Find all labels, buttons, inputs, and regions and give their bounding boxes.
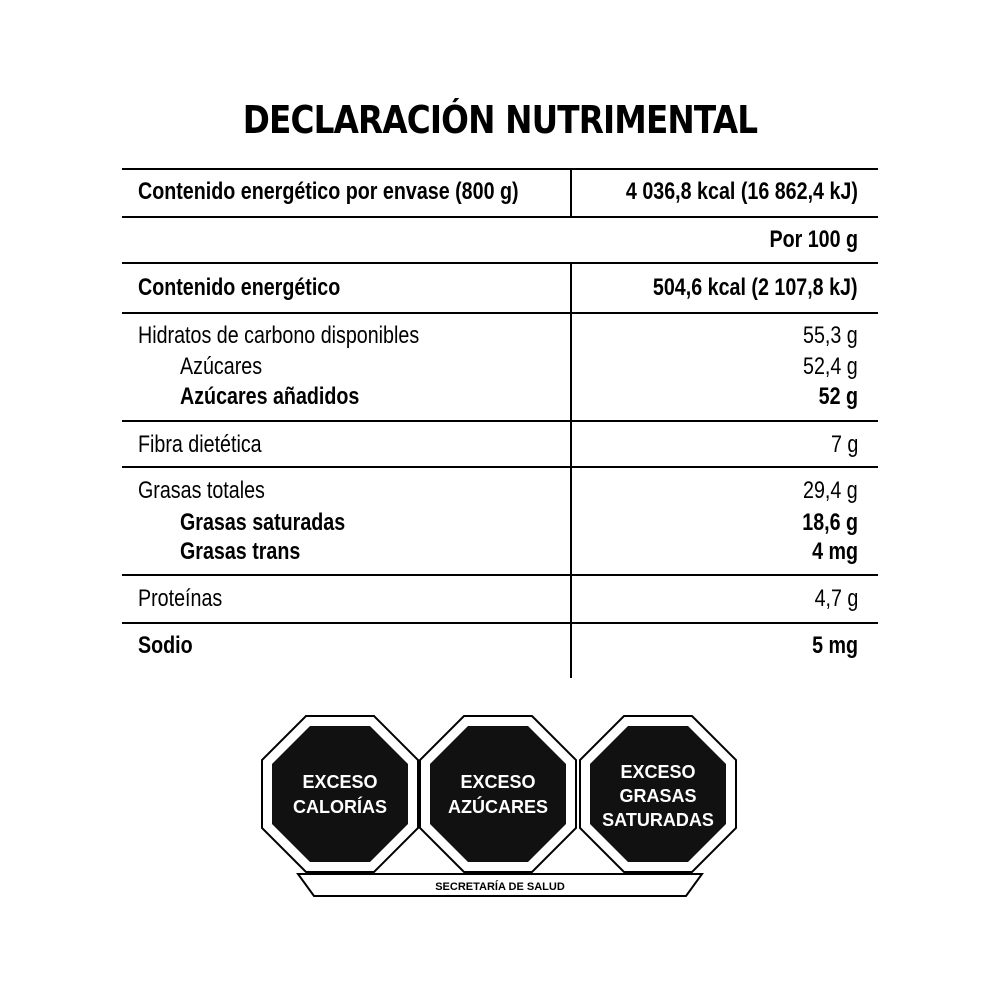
seal-fats-line3: SATURADAS xyxy=(602,810,714,830)
protein-label: Proteínas xyxy=(138,585,223,612)
octagon-stop-icon xyxy=(272,726,408,862)
fat-value: 29,4 g xyxy=(803,477,858,504)
sodium-label: Sodio xyxy=(138,632,193,659)
table-rule xyxy=(122,312,878,314)
table-rule xyxy=(122,466,878,468)
table-rule xyxy=(122,574,878,576)
seal-excess-calories xyxy=(262,716,418,872)
table-rule xyxy=(122,168,878,170)
seal-sugars-line2: AZÚCARES xyxy=(447,797,549,817)
fiber-value: 7 g xyxy=(830,431,858,458)
carbs-label: Hidratos de carbono disponibles xyxy=(138,322,420,349)
authority-label: SECRETARÍA DE SALUD xyxy=(435,881,565,893)
sugars-value: 52,4 g xyxy=(803,353,858,380)
seal-calories-line2: CALORÍAS xyxy=(293,797,387,817)
trans-fat-value: 4 mg xyxy=(812,538,858,565)
seal-fats-line1: EXCESO xyxy=(620,762,696,782)
table-rule xyxy=(122,216,878,218)
column-divider xyxy=(570,168,572,216)
sugars-label: Azúcares xyxy=(180,353,263,380)
seal-calories-line1: EXCESO xyxy=(302,772,378,792)
sat-fat-label: Grasas saturadas xyxy=(180,509,346,536)
page-title: DECLARACIÓN NUTRIMENTAL xyxy=(242,98,758,142)
trans-fat-label: Grasas trans xyxy=(180,538,301,565)
fiber-label: Fibra dietética xyxy=(138,431,262,458)
package-energy-value: 4 036,8 kcal (16 862,4 kJ) xyxy=(626,178,858,205)
octagon-stop-icon xyxy=(430,726,566,862)
energy-value: 504,6 kcal (2 107,8 kJ) xyxy=(653,274,858,301)
table-rule xyxy=(122,622,878,624)
seal-sugars-line1: EXCESO xyxy=(460,772,536,792)
seal-excess-sugars xyxy=(420,716,576,872)
sodium-value: 5 mg xyxy=(812,632,858,659)
carbs-value: 55,3 g xyxy=(803,322,858,349)
column-divider xyxy=(570,262,572,678)
added-sugars-label: Azúcares añadidos xyxy=(180,383,360,410)
table-rule xyxy=(122,262,878,264)
package-energy-label: Contenido energético por envase (800 g) xyxy=(138,178,519,205)
per-100g-header: Por 100 g xyxy=(769,226,858,253)
energy-label: Contenido energético xyxy=(138,274,341,301)
fat-label: Grasas totales xyxy=(138,477,265,504)
sat-fat-value: 18,6 g xyxy=(802,509,858,536)
seal-fats-line2: GRASAS xyxy=(619,786,697,806)
warning-seals xyxy=(258,712,742,902)
added-sugars-value: 52 g xyxy=(818,383,858,410)
protein-value: 4,7 g xyxy=(814,585,858,612)
seal-excess-saturated-fats xyxy=(580,716,736,872)
table-rule xyxy=(122,420,878,422)
